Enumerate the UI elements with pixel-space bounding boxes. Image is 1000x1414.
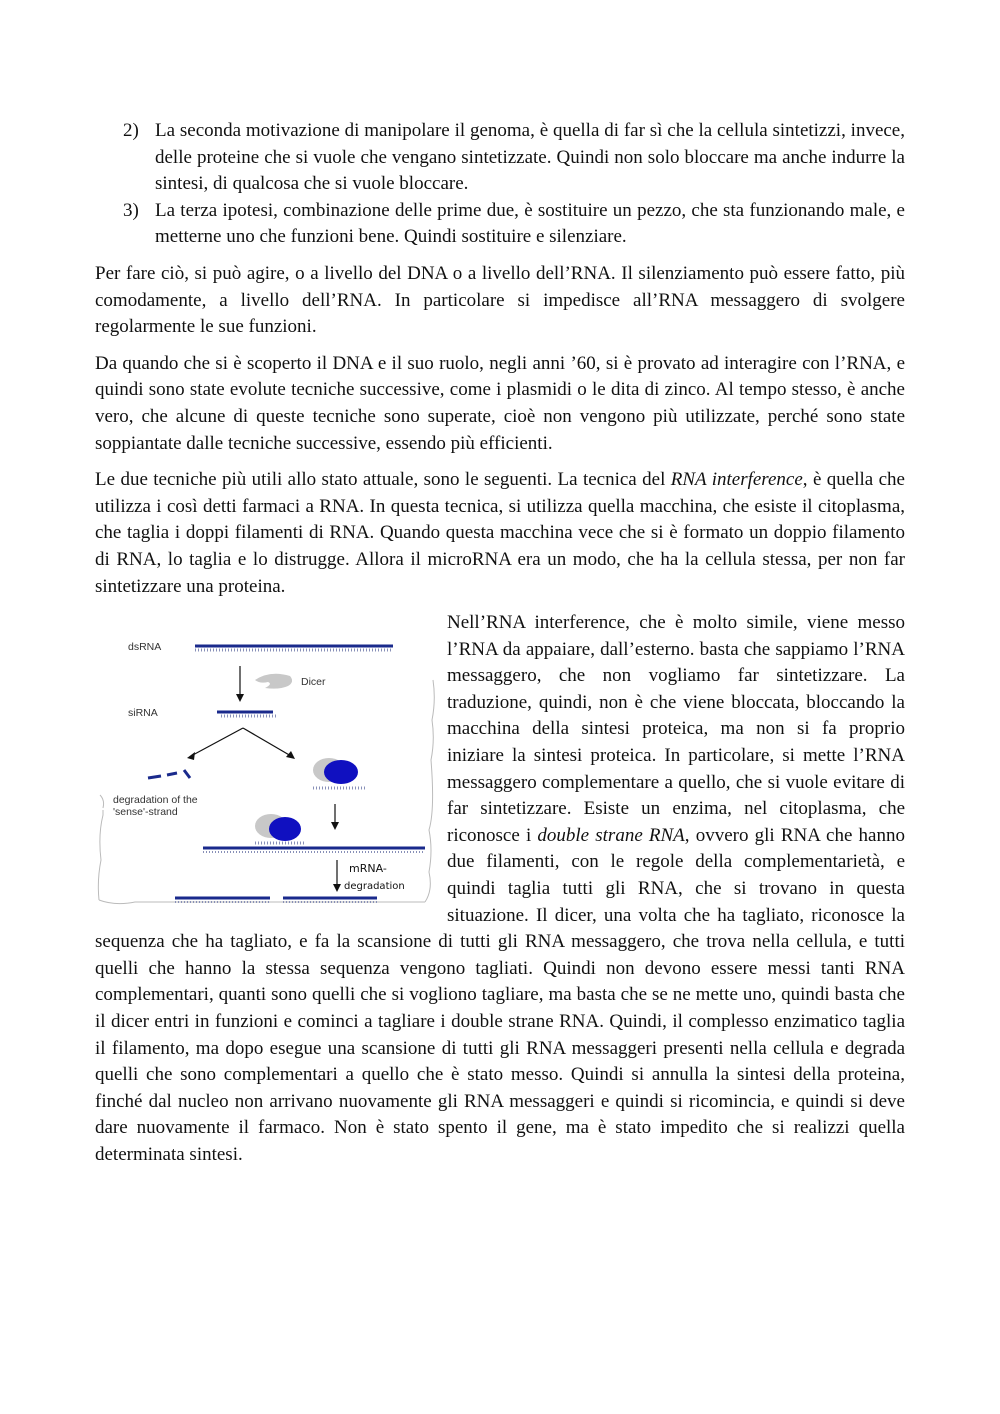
paragraph: Da quando che si è scoperto il DNA e il suo ruolo, negli anni ’60, si è provato ad interagire con l’RNA, e quindi sono state evolute tecniche successive, come i plasmidi o le dita di zinco. Al tempo stesso, è anche vero, che alcune di queste tecniche sono superate, cioè non vengono più utilizzate, perché sono state soppiantate dalle tecniche successive, essendo più efficienti. (95, 352, 905, 454)
mrna-label-line1: mRNA- (349, 862, 387, 876)
rnai-diagram (95, 610, 435, 908)
mrna-label-line2: degradation (344, 881, 405, 893)
arrow-head (333, 884, 341, 892)
paragraph-text: Le due tecniche più utili allo stato attuale, sono le seguenti. La tecnica del (95, 469, 671, 491)
cleaved-mrna (175, 898, 377, 902)
paragraph-text: , è quella che utilizza i così detti farmaci a RNA. In questa tecnica, si utilizza quella macchina, che esiste il citoplasma, che taglia i doppi filamenti di RNA. Quando questa macchina vece che si è formato un doppio filamento di RNA, lo taglia e lo distrugge. Allora il microRNA era un modo, che ha la cellula stessa, per non far sintetizzare una proteina. (95, 469, 905, 597)
paragraph (95, 467, 905, 600)
list-item (95, 198, 905, 251)
paragraph-text: , ovvero gli RNA che hanno due filamenti, con le regole della complementarietà, e quindi taglia tutti gli RNA, che si trovano in questa situazione. Il dicer, una volta che ha tagliato, riconosce la sequenza che ha tagliato, e fa la scansione di tutti gli RNA messaggero, che trova nella cellula, e tutti quelli che hanno la stessa sequenza vengono tagliati. Quindi non devono essere messi tanti RNA complementari, quanti sono quelli che si vogliono tagliare, ma basta che se ne mette uno, quindi basta che il dicer entri in funzioni e cominci a tagliare i double strane RNA. Quindi, il complesso enzimatico taglia il filamento, ma dopo esegue una scansione di tutti gli RNA messaggeri presenti nella cellula e degrada quelli che sono complementari a quello che è stato messo. Quindi si annulla la sintesi della proteina, finché dal nucleo non arrivano nuovamente gli RNA messaggeri e quindi si ricomincia, e quindi si deve dare nuovamente il farmaco. Non è stato spento il gene, ma è stato impedito che si realizzi quella determinata sintesi. (95, 824, 905, 1165)
sirna-strand (217, 712, 277, 716)
risc-complex (313, 758, 365, 788)
list-number: 3) (123, 199, 139, 221)
dicer-shape (255, 674, 292, 689)
dicer-label: Dicer (301, 676, 326, 689)
sirna-label: siRNA (128, 707, 158, 720)
arrow-head (187, 752, 195, 760)
list-item-text: La terza ipotesi, combinazione delle prime due, è sostituire un pezzo, che sta funzionando male, e metterne uno che funzioni bene. Quindi sostituire e silenziare. (155, 199, 905, 248)
risc-bound-mrna (203, 814, 425, 852)
document-page (95, 118, 905, 1179)
degradation-label-line2: 'sense'-strand (113, 806, 178, 819)
dsrna-label: dsRNA (128, 641, 162, 654)
figure-border-right (425, 680, 434, 902)
degraded-strand-pieces (148, 770, 190, 778)
rnai-diagram-svg (95, 610, 435, 908)
dsrna-strand (195, 646, 393, 650)
degradation-label-line1: degradation of the (113, 794, 198, 807)
arrow-head (331, 822, 339, 830)
paragraph: Per fare ciò, si può agire, o a livello del DNA o a livello dell’RNA. Il silenziamento può essere fatto, più comodamente, a livello dell’RNA. In particolare si impedisce all’RNA messaggero di svolgere regolarmente le sue funzioni. (95, 262, 905, 338)
arrow-head (236, 694, 244, 702)
numbered-list (95, 118, 905, 251)
arrow-line (243, 728, 291, 756)
list-item (95, 118, 905, 198)
emphasis-text: double strane RNA (537, 824, 685, 846)
figure-border-left (98, 795, 103, 900)
paragraph-text: Nell’RNA interference, che è molto simile, viene messo l’RNA da appaiare, dall’esterno. basta che sappiamo l’RNA messaggero, che non vogliamo far sintetizzare. La traduzione, quindi, non è che viene bloccata, bloccando la macchina della sintesi proteica, ma non si fa proprio iniziare la sintesi proteica. In particolare, si mette l’RNA messaggero complementare a quello, che si vuole evitare di far sintetizzare. Esiste un enzima, nel citoplasma, che riconosce i (447, 612, 905, 846)
list-item-text: La seconda motivazione di manipolare il genoma, è quella di far sì che la cellula sintetizzi, invece, delle proteine che si vuole che vengano sintetizzate. Quindi non solo bloccare ma anche indurre la sintesi, di qualcosa che si vuole bloccare. (155, 120, 905, 195)
list-number: 2) (123, 120, 139, 141)
arrow-head (286, 751, 295, 759)
arrow-line (191, 728, 243, 756)
emphasis-text: RNA interference (670, 469, 803, 491)
